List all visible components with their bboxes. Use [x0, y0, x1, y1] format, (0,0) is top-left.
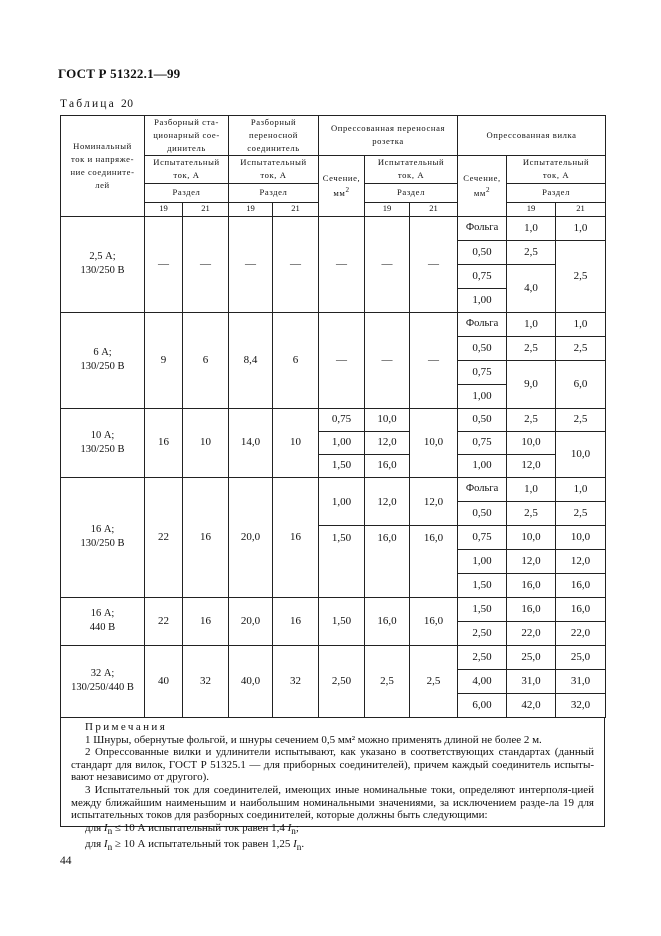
- header-nominal-l4: лей: [95, 179, 110, 190]
- plug-value-19: 2,5: [507, 240, 556, 264]
- cell-value: 8,4: [229, 312, 273, 408]
- cell-value: 32: [273, 645, 319, 717]
- header-portable-l2: переносной: [249, 129, 298, 140]
- plug-section: 1,00: [458, 549, 507, 573]
- cell-value: —: [365, 312, 410, 408]
- header-razdel: Раздел: [507, 183, 606, 202]
- plug-value-19: 12,0: [507, 549, 556, 573]
- header-pressed-socket-l1: Опрессованная переносная: [330, 123, 446, 134]
- rating-16a-130-250: [61, 477, 145, 597]
- page-number: 44: [60, 855, 72, 867]
- plug-section: 0,50: [458, 336, 507, 360]
- plug-value-19: 1,0: [507, 216, 556, 240]
- plug-value-21: 1,0: [556, 477, 606, 501]
- plug-value-19: 12,0: [507, 454, 556, 477]
- plug-value-19: 1,0: [507, 477, 556, 501]
- section-unit: [458, 185, 506, 200]
- header-plug-test-current: [507, 155, 606, 183]
- rating-line-2: 130/250 В: [80, 443, 125, 455]
- test-current-table: [60, 115, 606, 718]
- socket-value-21: 16,0: [410, 597, 458, 645]
- plug-value-21: 16,0: [556, 597, 606, 621]
- plug-value-21: 25,0: [556, 645, 606, 669]
- cell-value: 16: [183, 477, 229, 597]
- plug-value-21: 2,5: [556, 336, 606, 360]
- formula-end: .: [301, 837, 305, 850]
- rating-line-1: 32 А;: [90, 668, 115, 679]
- table-notes: [60, 717, 605, 852]
- plug-value-21: 2,5: [556, 240, 606, 312]
- rating-6a: [61, 312, 145, 408]
- plug-value-19: 22,0: [507, 621, 556, 645]
- header-razdel: Раздел: [229, 183, 319, 202]
- header-section-21: 21: [183, 202, 229, 216]
- document-id: ГОСТ Р 51322.1—99: [58, 66, 181, 81]
- section-unit-sup: 2: [345, 185, 350, 194]
- socket-value-19: 16,0: [365, 454, 410, 477]
- plug-value-19: 2,5: [507, 501, 556, 525]
- socket-section: 1,50: [319, 597, 365, 645]
- formula-subscript: n: [107, 825, 113, 836]
- cell-value: 16: [145, 408, 183, 477]
- socket-section: 1,00: [319, 431, 365, 454]
- plug-value-21: 1,0: [556, 312, 606, 336]
- test-current-l2: ток, А: [260, 170, 287, 181]
- plug-section: 0,50: [458, 240, 507, 264]
- rating-line-2: 130/250 В: [80, 265, 125, 277]
- formula-subscript: n: [291, 825, 296, 836]
- header-portable-l1: Разборный: [250, 117, 297, 127]
- socket-value-19: 12,0: [365, 477, 410, 525]
- plug-section: 2,50: [458, 645, 507, 669]
- socket-value-21: 2,5: [410, 645, 458, 717]
- formula-condition: ≥ 10 А испытательный ток равен 1,25: [114, 837, 291, 850]
- formula-line-2: [71, 838, 594, 854]
- plug-value-21: 6,0: [556, 360, 606, 408]
- plug-section: Фольга: [458, 312, 507, 336]
- rating-line-2: 130/250 В: [80, 361, 125, 373]
- header-portable: [229, 116, 319, 156]
- socket-section: 2,50: [319, 645, 365, 717]
- rating-line-1: 2,5 А;: [89, 251, 116, 262]
- socket-section: 1,00: [319, 477, 365, 525]
- formula-symbol: I: [103, 837, 108, 850]
- header-nominal-l3: ние соедините-: [70, 166, 135, 177]
- test-current-l1: Испытательный: [153, 157, 220, 168]
- header-pressed-plug: Опрессованная вилка: [458, 116, 606, 156]
- header-nominal-l1: Номинальный: [73, 141, 132, 152]
- section-label: Сечение,: [463, 172, 501, 183]
- plug-value-21: 31,0: [556, 669, 606, 693]
- socket-section: 0,75: [319, 408, 365, 431]
- header-pressed-socket: [319, 116, 458, 156]
- cell-value: 10: [273, 408, 319, 477]
- formula-subscript: n: [107, 841, 113, 852]
- header-section-19: 19: [145, 202, 183, 216]
- header-section-21: 21: [273, 202, 319, 216]
- test-current-l1: Испытательный: [240, 157, 307, 168]
- plug-value-21: 22,0: [556, 621, 606, 645]
- header-pressed-socket-l2: розетка: [372, 136, 404, 147]
- plug-value-19: 2,5: [507, 336, 556, 360]
- rating-line-2: 130/250 В: [80, 538, 125, 550]
- header-plug-section: [458, 155, 507, 216]
- section-unit-text: мм: [473, 187, 486, 198]
- plug-section: 1,00: [458, 384, 507, 408]
- plug-value-19: 16,0: [507, 573, 556, 597]
- socket-value-21: 16,0: [410, 525, 458, 597]
- plug-value-19: 31,0: [507, 669, 556, 693]
- plug-value-19: 1,0: [507, 312, 556, 336]
- header-stationary-l1: Разборный ста-: [154, 117, 219, 127]
- rating-32a: [61, 645, 145, 717]
- plug-section: 4,00: [458, 669, 507, 693]
- plug-value-19: 25,0: [507, 645, 556, 669]
- plug-value-21: 1,0: [556, 216, 606, 240]
- cell-value: 16: [183, 597, 229, 645]
- formula-subscript: n: [296, 841, 302, 852]
- cell-value: 32: [183, 645, 229, 717]
- cell-value: 20,0: [229, 597, 273, 645]
- formula-symbol: I: [103, 821, 108, 834]
- rating-line-1: 16 А;: [90, 608, 115, 619]
- plug-value-19: 4,0: [507, 264, 556, 312]
- plug-section: 0,50: [458, 408, 507, 431]
- rating-line-1: 16 А;: [90, 524, 115, 535]
- socket-value-19: 16,0: [365, 597, 410, 645]
- socket-value-19: 16,0: [365, 525, 410, 597]
- cell-value: —: [229, 216, 273, 312]
- table-caption-label: Таблица: [60, 98, 116, 110]
- formula-prefix: для: [85, 837, 102, 850]
- plug-value-21: 2,5: [556, 408, 606, 431]
- header-portable-l3: соединитель: [247, 142, 300, 153]
- header-stationary-l2: ционарный сое-: [153, 129, 220, 140]
- plug-value-19: 10,0: [507, 525, 556, 549]
- plug-value-21: 2,5: [556, 501, 606, 525]
- cell-value: 10: [183, 408, 229, 477]
- cell-value: —: [273, 216, 319, 312]
- table-caption: [60, 98, 134, 110]
- formula-end: ;: [295, 821, 299, 834]
- formula-condition: ≤ 10 А испытательный ток равен 1,4: [114, 821, 285, 834]
- header-section-19: 19: [507, 202, 556, 216]
- header-section-19: 19: [365, 202, 410, 216]
- plug-value-19: 42,0: [507, 693, 556, 717]
- socket-section: 1,50: [319, 525, 365, 597]
- rating-line-2: 130/250/440 В: [71, 682, 134, 694]
- header-stationary: [145, 116, 229, 156]
- test-current-l1: Испытательный: [377, 157, 445, 168]
- cell-value: —: [145, 216, 183, 312]
- cell-value: 40: [145, 645, 183, 717]
- plug-value-19: 9,0: [507, 360, 556, 408]
- note-2: 2 Опрессованные вилки и удлинители испытывают, как указано в соответствующих стандартах (данный стандарт для вилок, ГОСТ Р 51325.1 — для приборных соединителей), причем каждый соединитель испыты-вают независимо от другого).: [71, 746, 594, 784]
- cell-value: 14,0: [229, 408, 273, 477]
- plug-section: 1,50: [458, 597, 507, 621]
- note-1: 1 Шнуры, обернутые фольгой, и шнуры сечением 0,5 мм² можно применять длиной не более 2 м.: [85, 733, 542, 746]
- header-stationary-l3: динитель: [167, 142, 206, 153]
- cell-value: 6: [273, 312, 319, 408]
- rating-line-1: 6 А;: [93, 347, 112, 358]
- section-unit-sup: 2: [485, 185, 491, 194]
- socket-value-21: 12,0: [410, 477, 458, 525]
- cell-value: 16: [273, 597, 319, 645]
- socket-value-19: 2,5: [365, 645, 410, 717]
- cell-value: —: [319, 312, 365, 408]
- rating-line-1: 10 А;: [90, 429, 115, 441]
- plug-value-21: 16,0: [556, 573, 606, 597]
- header-section-19: 19: [229, 202, 273, 216]
- section-unit: [319, 185, 364, 200]
- cell-value: 20,0: [229, 477, 273, 597]
- formula-prefix: для: [85, 821, 102, 834]
- rating-16a-440: [61, 597, 145, 645]
- cell-value: —: [410, 216, 458, 312]
- header-socket-section: [319, 155, 365, 216]
- plug-value-19: 2,5: [507, 408, 556, 431]
- notes-heading: Примечания: [85, 721, 168, 733]
- header-socket-test-current: [365, 155, 458, 183]
- plug-section: 1,50: [458, 573, 507, 597]
- cell-value: 40,0: [229, 645, 273, 717]
- rating-10a: [61, 408, 145, 477]
- cell-value: 16: [273, 477, 319, 597]
- plug-section: 0,75: [458, 360, 507, 384]
- plug-value-21: 10,0: [556, 525, 606, 549]
- cell-value: 6: [183, 312, 229, 408]
- table-caption-number: 20: [121, 98, 134, 110]
- cell-value: —: [410, 312, 458, 408]
- header-stationary-test-current: [145, 155, 229, 183]
- test-current-l1: Испытательный: [522, 157, 590, 168]
- socket-section: 1,50: [319, 454, 365, 477]
- header-portable-test-current: [229, 155, 319, 183]
- plug-section: 6,00: [458, 693, 507, 717]
- note-3: 3 Испытательный ток для соединителей, имеющих иные номинальные токи, определяют интерполя-цией между ближайшим наименьшим и наибольшим номинальными значениями, за исключением разде-ла 19 для испытательных токов для разборных соединителей, которые должны быть следующими:: [71, 783, 594, 822]
- cell-value: —: [365, 216, 410, 312]
- plug-section: 2,50: [458, 621, 507, 645]
- cell-value: 9: [145, 312, 183, 408]
- rating-line-2: 440 В: [89, 622, 116, 634]
- formula-symbol: I: [293, 837, 297, 850]
- plug-value-21: 10,0: [556, 431, 606, 477]
- plug-value-19: 10,0: [507, 431, 556, 454]
- test-current-l2: ток, А: [173, 170, 200, 181]
- plug-section: 1,00: [458, 288, 507, 312]
- plug-section: 0,75: [458, 525, 507, 549]
- cell-value: 22: [145, 477, 183, 597]
- plug-value-21: 12,0: [556, 549, 606, 573]
- plug-section: 0,50: [458, 501, 507, 525]
- section-label: Сечение,: [322, 172, 361, 183]
- header-nominal-l2: ток и напряже-: [70, 153, 135, 164]
- plug-section: Фольга: [458, 216, 507, 240]
- formula-symbol: I: [287, 821, 292, 834]
- formula-line-1: [71, 822, 594, 838]
- header-razdel: Раздел: [145, 183, 229, 202]
- header-section-21: 21: [410, 202, 458, 216]
- header-razdel: Раздел: [365, 183, 458, 202]
- plug-section: Фольга: [458, 477, 507, 501]
- section-unit-text: мм: [333, 187, 346, 198]
- rating-2-5a: [61, 216, 145, 312]
- socket-value-21: 10,0: [410, 408, 458, 477]
- plug-section: 1,00: [458, 454, 507, 477]
- header-section-21: 21: [556, 202, 606, 216]
- plug-value-21: 32,0: [556, 693, 606, 717]
- test-current-l2: ток, А: [542, 170, 570, 181]
- plug-value-19: 16,0: [507, 597, 556, 621]
- cell-value: 22: [145, 597, 183, 645]
- cell-value: —: [183, 216, 229, 312]
- socket-value-19: 12,0: [365, 431, 410, 454]
- test-current-l2: ток, А: [397, 170, 425, 181]
- socket-value-19: 10,0: [365, 408, 410, 431]
- plug-section: 0,75: [458, 264, 507, 288]
- header-nominal: [61, 116, 145, 217]
- plug-section: 0,75: [458, 431, 507, 454]
- cell-value: —: [319, 216, 365, 312]
